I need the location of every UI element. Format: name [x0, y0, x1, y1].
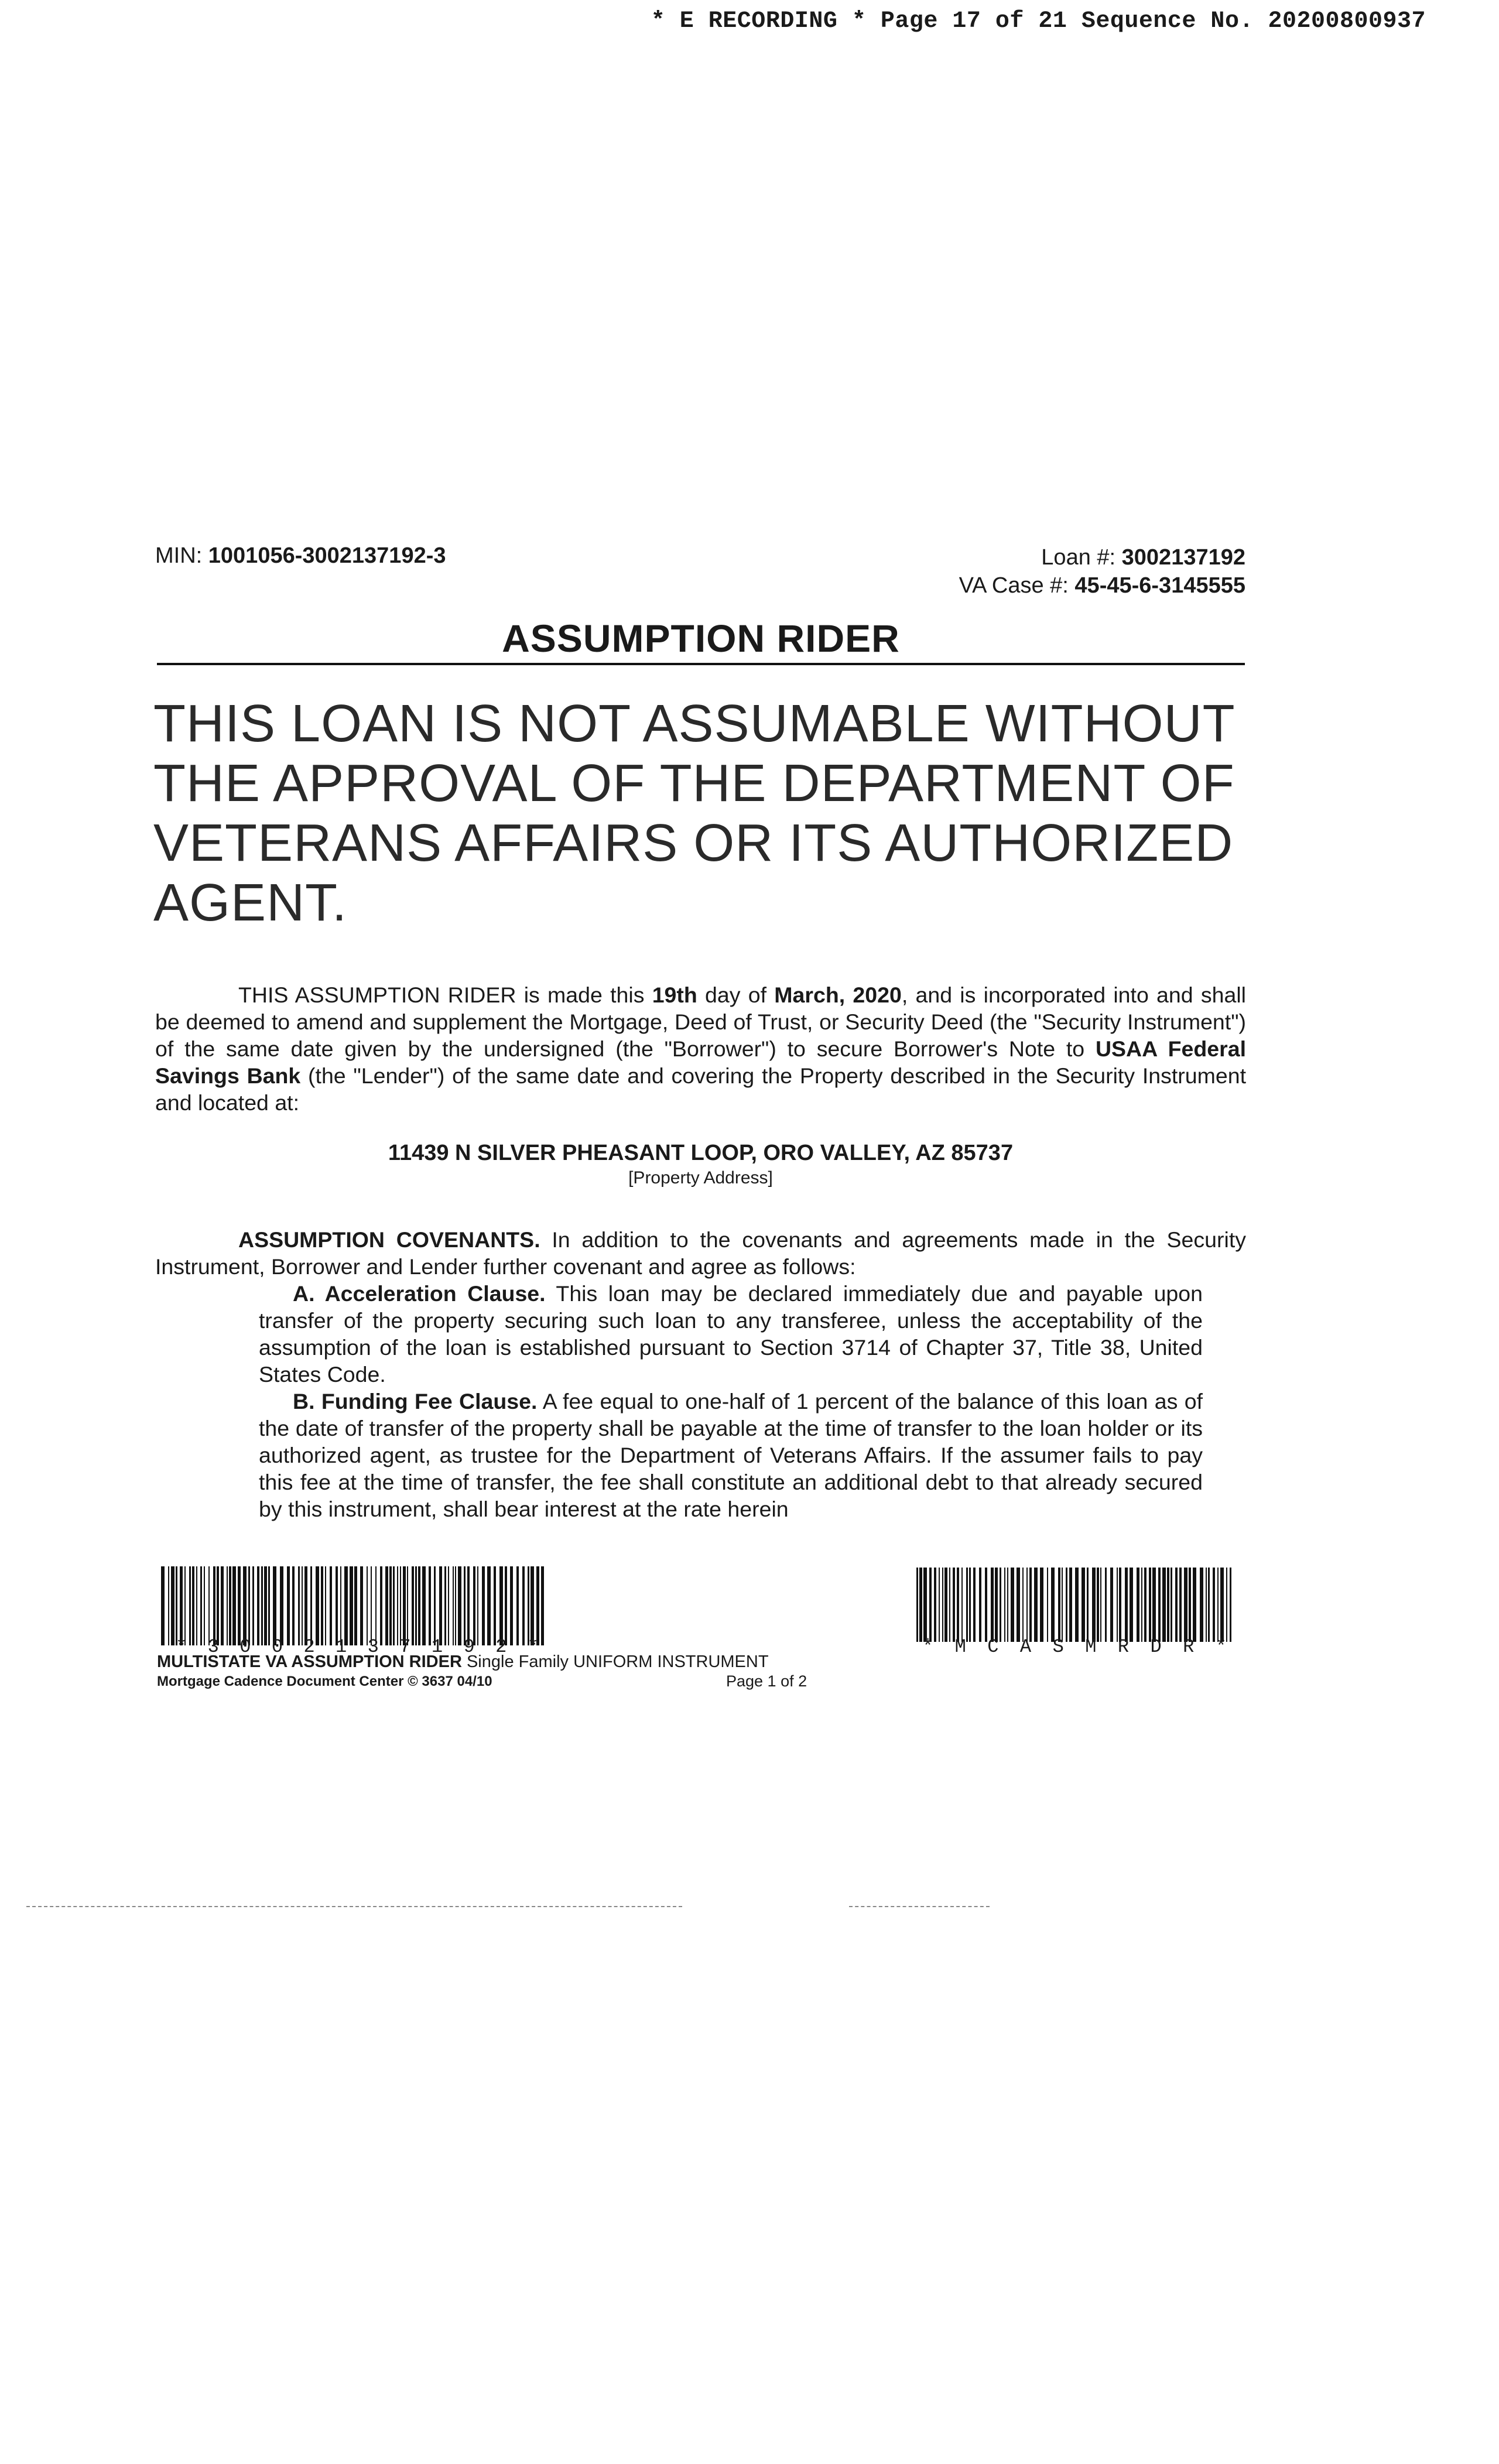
barcode-bar	[1208, 1568, 1210, 1642]
barcode-bar	[1226, 1568, 1227, 1642]
barcode-bar	[204, 1566, 205, 1645]
barcode-bar	[1026, 1568, 1028, 1642]
property-address-label: [Property Address]	[628, 1168, 773, 1187]
barcode-bar	[310, 1566, 312, 1645]
barcode-bar	[264, 1566, 267, 1645]
barcode-bar	[934, 1568, 936, 1642]
barcode-bar	[516, 1566, 519, 1645]
page-number: Page 1 of 2	[726, 1672, 807, 1690]
barcode-bar	[467, 1566, 470, 1645]
barcode-bar	[1158, 1568, 1161, 1642]
barcode-bar	[354, 1566, 357, 1645]
barcode-bar	[180, 1566, 183, 1645]
barcode-bar	[367, 1566, 368, 1645]
covenants-paragraph	[155, 1226, 1246, 1280]
barcode-bar	[916, 1568, 918, 1642]
barcode-bar	[1058, 1568, 1060, 1642]
barcode-bar	[1230, 1568, 1231, 1642]
barcode-bar	[304, 1566, 307, 1645]
barcode-bar	[1100, 1568, 1101, 1642]
barcode-bar	[1097, 1568, 1099, 1642]
barcode-char: *	[922, 1636, 934, 1658]
form-barcode-text	[922, 1636, 1227, 1658]
barcode-bar	[477, 1566, 478, 1645]
barcode-bar	[1000, 1568, 1001, 1642]
clause-funding-fee	[259, 1388, 1203, 1522]
barcode-char: R	[1117, 1636, 1130, 1658]
barcode-bar	[473, 1566, 475, 1645]
lender-name: USAA Federal Savings Bank	[155, 1036, 1246, 1088]
barcode-bar	[1022, 1568, 1024, 1642]
barcode-bar	[522, 1566, 525, 1645]
barcode-bar	[448, 1566, 449, 1645]
barcode-char: M	[954, 1636, 966, 1658]
barcode-bar	[1149, 1568, 1151, 1642]
barcode-char: 1	[431, 1636, 443, 1658]
barcode-bar	[1200, 1568, 1203, 1642]
title-row	[157, 616, 1245, 665]
barcode-bar	[208, 1566, 210, 1645]
barcode-bar	[248, 1566, 250, 1645]
barcode-bar	[979, 1568, 981, 1642]
barcode-bar	[407, 1566, 408, 1645]
barcode-bar	[453, 1566, 454, 1645]
barcode-bar	[375, 1566, 377, 1645]
barcode-bar	[1137, 1568, 1139, 1642]
min-number	[155, 543, 446, 569]
barcode-bar	[1105, 1568, 1107, 1642]
barcode-bar	[302, 1566, 303, 1645]
scan-artifact-line	[26, 1906, 682, 1907]
barcode-bar	[458, 1566, 461, 1645]
barcode-bar	[953, 1568, 955, 1642]
barcode-char: *	[176, 1636, 187, 1658]
barcode-bar	[280, 1566, 283, 1645]
barcode-bar	[995, 1568, 998, 1642]
barcode-bar	[192, 1566, 194, 1645]
clause-b-text: A fee equal to one-half of 1 percent of the balance of this loan as of the date of transfer of the property shall be payable at the time of transfer to the loan holder or its authorized agent, as trustee for the Department of Veterans Affairs. If the assumer fails to pay this fee at the time of transfer, the fee shall constitute an additional debt to that already secured by this instrument, shall bear interest at the rate herein	[259, 1389, 1203, 1521]
form-barcode	[916, 1568, 1233, 1642]
barcode-bar	[325, 1566, 326, 1645]
barcode-bar	[942, 1568, 943, 1642]
barcode-bar	[1051, 1568, 1055, 1642]
barcode-bar	[429, 1566, 431, 1645]
barcode-char: D	[1150, 1636, 1162, 1658]
loan-identifiers	[959, 543, 1245, 600]
barcode-bar	[257, 1566, 259, 1645]
barcode-bar	[268, 1566, 270, 1645]
barcode-bar	[1092, 1568, 1096, 1642]
barcode-char: *	[1215, 1636, 1227, 1658]
scan-artifact-line	[849, 1906, 990, 1907]
barcode-bar	[1017, 1568, 1020, 1642]
barcode-bar	[1162, 1568, 1166, 1642]
loan-barcode	[161, 1566, 545, 1645]
barcode-bar	[168, 1566, 169, 1645]
barcode-bar	[1029, 1568, 1032, 1642]
barcode-char: 2	[303, 1636, 315, 1658]
barcode-bar	[969, 1568, 971, 1642]
barcode-bar	[252, 1566, 254, 1645]
barcode-char: A	[1019, 1636, 1032, 1658]
barcode-bar	[1193, 1568, 1196, 1642]
barcode-bar	[510, 1566, 513, 1645]
barcode-bar	[1141, 1568, 1142, 1642]
barcode-bar	[344, 1566, 348, 1645]
va-case-number	[959, 571, 1245, 600]
barcode-bar	[1034, 1568, 1038, 1642]
barcode-bar	[227, 1566, 228, 1645]
barcode-bar	[505, 1566, 507, 1645]
intro-part-3: , and is incorporated into and shall be deemed to amend and supplement the Mortgage, Deed of Trust, or Security Deed (the "Security Instrument") of the same date given by the undersigned (the "Borrower") to secure Borrower's Note to	[155, 983, 1246, 1061]
barcode-char: 1	[336, 1636, 347, 1658]
barcode-bar	[1152, 1568, 1156, 1642]
barcode-bar	[1217, 1568, 1219, 1642]
barcode-bar	[985, 1568, 987, 1642]
barcode-bar	[397, 1566, 398, 1645]
barcode-bar	[350, 1566, 353, 1645]
clause-a-heading: A. Acceleration Clause.	[293, 1281, 546, 1306]
barcode-bar	[292, 1566, 295, 1645]
barcode-bar	[371, 1566, 372, 1645]
barcode-bar	[1125, 1568, 1128, 1642]
barcode-bar	[176, 1566, 177, 1645]
barcode-bar	[1069, 1568, 1072, 1642]
barcode-bar	[957, 1568, 959, 1642]
barcode-bar	[961, 1568, 963, 1642]
intro-paragraph	[155, 981, 1246, 1116]
intro-part-2: day of	[697, 983, 775, 1007]
barcode-bar	[298, 1566, 300, 1645]
intro-part-4: (the "Lender") of the same date and covering the Property described in the Security Instrument and located at:	[155, 1063, 1246, 1115]
barcode-bar	[217, 1566, 219, 1645]
barcode-char: S	[1052, 1636, 1064, 1658]
form-title	[157, 1652, 769, 1672]
barcode-bar	[487, 1566, 491, 1645]
barcode-bar	[929, 1568, 932, 1642]
form-source: Mortgage Cadence Document Center © 3637 04/10	[157, 1674, 492, 1689]
barcode-bar	[1007, 1568, 1008, 1642]
barcode-bar	[1167, 1568, 1169, 1642]
barcode-bar	[316, 1566, 319, 1645]
barcode-bar	[536, 1566, 539, 1645]
barcode-bar	[1144, 1568, 1147, 1642]
barcode-bar	[360, 1566, 363, 1645]
barcode-bar	[1130, 1568, 1133, 1642]
barcode-bar	[1004, 1568, 1005, 1642]
barcode-bar	[1189, 1568, 1191, 1642]
min-value: 1001056-3002137192-3	[208, 543, 446, 568]
barcode-bar	[444, 1566, 446, 1645]
barcode-bar	[400, 1566, 401, 1645]
barcode-bar	[321, 1566, 323, 1645]
barcode-bar	[499, 1566, 503, 1645]
va-case-value: 45-45-6-3145555	[1074, 573, 1245, 598]
barcode-bar	[403, 1566, 406, 1645]
barcode-bar	[1175, 1568, 1178, 1642]
barcode-bar	[464, 1566, 466, 1645]
barcode-bar	[1119, 1568, 1121, 1642]
barcode-bar	[1062, 1568, 1063, 1642]
barcode-bar	[422, 1566, 426, 1645]
barcode-bar	[412, 1566, 414, 1645]
loan-value: 3002137192	[1121, 545, 1245, 570]
document-title: ASSUMPTION RIDER	[502, 617, 900, 660]
barcode-bar	[340, 1566, 341, 1645]
barcode-bar	[1082, 1568, 1085, 1642]
barcode-bar	[1179, 1568, 1182, 1642]
loan-number	[959, 543, 1245, 571]
barcode-bar	[1087, 1568, 1089, 1642]
barcode-char: 3	[367, 1636, 379, 1658]
barcode-char: 3	[207, 1636, 219, 1658]
barcode-bar	[1047, 1568, 1048, 1642]
barcode-bar	[541, 1566, 544, 1645]
barcode-bar	[966, 1568, 968, 1642]
barcode-bar	[393, 1566, 395, 1645]
barcode-bar	[261, 1566, 263, 1645]
clause-acceleration	[259, 1280, 1203, 1388]
barcode-char: 7	[399, 1636, 411, 1658]
barcode-bar	[949, 1568, 950, 1642]
barcode-bar	[531, 1566, 534, 1645]
barcode-bar	[229, 1566, 231, 1645]
va-case-label: VA Case #:	[959, 573, 1069, 598]
barcode-bar	[330, 1566, 332, 1645]
barcode-bar	[389, 1566, 392, 1645]
barcode-bar	[919, 1568, 922, 1642]
barcode-bar	[1040, 1568, 1043, 1642]
property-address: 11439 N SILVER PHEASANT LOOP, ORO VALLEY, AZ 85737	[388, 1141, 1014, 1165]
barcode-bar	[482, 1566, 485, 1645]
barcode-bar	[1220, 1568, 1224, 1642]
barcode-bar	[238, 1566, 241, 1645]
barcode-bar	[196, 1566, 197, 1645]
barcode-char: R	[1183, 1636, 1195, 1658]
barcode-char: 2	[495, 1636, 507, 1658]
barcode-char: 0	[271, 1636, 283, 1658]
intro-day: 19th	[652, 983, 697, 1007]
barcode-char: 9	[463, 1636, 475, 1658]
barcode-char: C	[987, 1636, 999, 1658]
barcode-bar	[1184, 1568, 1187, 1642]
intro-date: March, 2020	[774, 983, 902, 1007]
barcode-bar	[171, 1566, 174, 1645]
clause-a-text: This loan may be declared immediately due and payable upon transfer of the property securing such loan to any transferee, unless the acceptability of the assumption of the loan is established pursuant to Section 3714 of Chapter 37, Title 38, United States Code.	[259, 1281, 1203, 1387]
barcode-bar	[1171, 1568, 1172, 1642]
barcode-bar	[439, 1566, 442, 1645]
barcode-bar	[243, 1566, 247, 1645]
barcode-bar	[385, 1566, 388, 1645]
barcode-bar	[1213, 1568, 1215, 1642]
covenants-heading: ASSUMPTION COVENANTS.	[238, 1227, 540, 1252]
barcode-bar	[161, 1566, 165, 1645]
barcode-bar	[380, 1566, 382, 1645]
barcode-bar	[455, 1566, 456, 1645]
barcode-bar	[1011, 1568, 1014, 1642]
barcode-char: 0	[239, 1636, 251, 1658]
barcode-bar	[1206, 1568, 1207, 1642]
barcode-bar	[336, 1566, 338, 1645]
barcode-bar	[944, 1568, 947, 1642]
barcode-bar	[939, 1568, 940, 1642]
recording-header: * E RECORDING * Page 17 of 21 Sequence No. 20200800937	[651, 8, 1426, 35]
barcode-bar	[213, 1566, 215, 1645]
barcode-bar	[232, 1566, 236, 1645]
barcode-bar	[221, 1566, 224, 1645]
barcode-bar	[1075, 1568, 1079, 1642]
barcode-char: *	[527, 1636, 539, 1658]
form-title-sub: Single Family UNIFORM INSTRUMENT	[466, 1652, 769, 1671]
barcode-bar	[415, 1566, 417, 1645]
barcode-bar	[184, 1566, 186, 1645]
barcode-char: M	[1085, 1636, 1097, 1658]
barcode-bar	[287, 1566, 290, 1645]
barcode-bar	[1110, 1568, 1113, 1642]
min-label: MIN:	[155, 543, 203, 568]
barcode-bar	[973, 1568, 976, 1642]
assumption-warning: THIS LOAN IS NOT ASSUMABLE WITHOUT THE APPROVAL OF THE DEPARTMENT OF VETERANS AFFAIRS OR ITS AUTHORIZED AGENT.	[153, 694, 1235, 932]
title-rule	[157, 663, 1245, 665]
covenants-text: In addition to the covenants and agreements made in the Security Instrument, Borrower and Lender further covenant and agree as follows:	[155, 1227, 1246, 1279]
barcode-bar	[273, 1566, 276, 1645]
barcode-bar	[189, 1566, 191, 1645]
barcode-bar	[434, 1566, 436, 1645]
barcode-bar	[1066, 1568, 1067, 1642]
clause-b-heading: B. Funding Fee Clause.	[293, 1389, 538, 1414]
barcode-bar	[1117, 1568, 1118, 1642]
barcode-bar	[418, 1566, 420, 1645]
barcode-bar	[200, 1566, 202, 1645]
barcode-bar	[528, 1566, 529, 1645]
barcode-bar	[923, 1568, 927, 1642]
form-title-main: MULTISTATE VA ASSUMPTION RIDER	[157, 1652, 467, 1671]
intro-part-1: THIS ASSUMPTION RIDER is made this	[238, 983, 652, 1007]
loan-label: Loan #:	[1041, 545, 1116, 570]
barcode-bar	[494, 1566, 496, 1645]
barcode-bar	[991, 1568, 994, 1642]
